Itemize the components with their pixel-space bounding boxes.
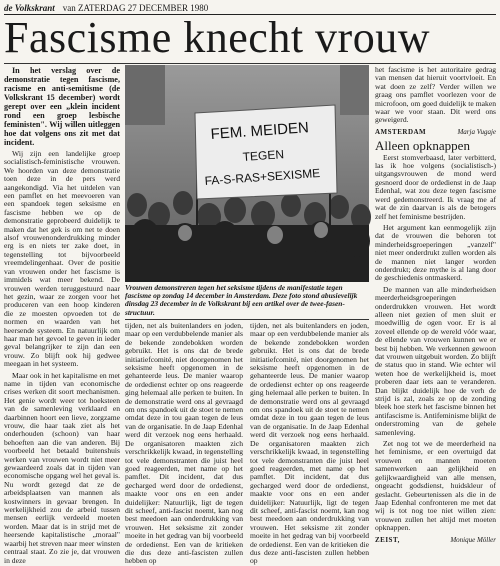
newspaper-name: de Volkskrant [4,3,55,13]
signature-place: ZEIST, [375,535,400,544]
signature-2 [375,536,496,544]
headline: Fascisme knecht vrouw [4,13,430,62]
caption-rule [125,319,369,320]
body-paragraph: tijden, net als buitenlanders en joden, maar op een verdubbelende manier als de bekende zondebokken worden gebruikt. Het is ons dat de brede initiatiefcomité, niet doorgenomen het seksisme heeft opgenomen in de gehanteerde leus. De manier waarop de ordedienst echter op ons reageerde ging helemaal alle perken te buiten. In de demonstratie werd ons al gevraagd om ons spandoek uit de stoet te nemen omdat deze in tou gaan tegen de leus van de organisatie. In de Jaap Edenhal werd dit verzoek nog eens herhaald. De organisatoren maakten zich verschrikkelijk kwaad, in tegenstelling tot vele demonstranten die juist heel goed reageerden, met name op het pamflet. Dit incident, dat dus gecharged werd door de ordedienst, maakte voor ons en een ander duidelijker: Natuurlijk, ligt de tegen dit scheef, anti-fascist noemt, kan nog best meedoen aan onderdrukking van vrouwen. Het seksisme zit zonder moeite in het gedrag van bij voorbeeld de ordedienst. Een van de kritieken die dus deze anti-fascisten zullen hebben op [250,321,369,566]
column-1 [4,66,120,565]
signature-1 [375,128,496,136]
signature-name: Monique Möller [450,535,496,544]
body-paragraph: Zet nog tot we de meerderheid na het feminisme, er een overtuigd dat vrouwen en mannen moeten samenwerken aan gelijkheid en gelijkwaardigheid van alle mensen, ongeacht godsdienst, huidskleur of geslacht. Gebeurtenissen als die in de Jaap Edenhal confronteren me met dat wij is tot nog toe niet willen zien: vrouwen zullen het altijd met moeten opknappen. [375,439,496,533]
banner-text-line-1: FEM. MEIDEN [210,119,310,143]
body-paragraph: Eerst stomverbaasd, later verbitterd, las ik hoe volgens (socialistisch-) uitgangsvrouwen de mond werd gesnoerd door de ordedienst in de Jaap Edenhal, wat zou deze tegen fascisme werd gedemonstreerd. Ik vraag me af wat de zin daarvan is als de betogers zelf het feminisme bestrijden. [375,152,496,221]
body-paragraph: het fascisme is het autoritaire gedrag van mensen dat hieruit voortvloeit. En wat doen ze zelf? Verder willen we graag ons pamflet voorlezen voor de microfoon, om goed duidelijk te maken waar we voor staan. Dit werd ons geweigerd. [375,65,496,125]
lead-paragraph [4,66,120,147]
banner-text-line-3: FA-S-RAS+SEXISME [204,165,321,188]
demonstration-photo [125,65,369,282]
subheading: Alleen opknappen [375,138,470,154]
banner-text-line-2: TEGEN [242,147,285,164]
signature-place: AMSTERDAM [375,127,427,136]
lead-text: In het verslag over de demonstratie tegen fascisme, racisme en anti-semitisme (de Volkskrant 15 december) wordt gerept over een „klein incident rond een groep lesbische feministen". Wij willen uitleggen hoe dat volgens ons zit met dat incident. [4,66,120,147]
photo-caption: Vrouwen demonstreren tegen het seksisme tijdens de manifestatie tegen fascisme op zondag 14 december in Amsterdam. Deze foto stond abusievelijk dinsdag 23 december in de Volkskrant bij een artikel over de twee-fasen-structuur. [125,283,358,317]
photo-illustration [125,65,369,282]
body-paragraph: Wij zijn een landelijke groep socialistisch-feministische vrouwen. We hoorden van deze demonstratie toen deze in de pers werd aangekondigd. Via het uitdelen van een pamflet en het meevoeren van een spandoek tegen seksisme en fascisme hebben we op de demonstratie geprobeerd duidelijk te maken dat het gek is om net te doen alsof vrouwenonderdrukking minder erg is en niets ter zake doet, in tegenstelling tot bijvoorbeeld vreemdelingenhaat. Over de positie van vrouwen onder het fascisme is immidels wat meer bekend. De vrouwen werden teruggestuurd naar het gezin, waar ze zorgen voor het produceren van een hoop kinderen die ze moesten opvoeden tot de normen en waarden van het heersende systeem. En natuurlijk om haar man het gevoel te geven in ieder geval belangrijker te zijn dan een vrouw. Zo blijft ook hij gedwee meegaan in het systeem. [4,149,120,369]
column-3-lower [250,321,369,566]
column-2 [125,321,243,566]
signature-name: Marja Vugaje [457,127,496,136]
column-right [375,65,496,544]
issue-date: van ZATERDAG 27 DECEMBER 1980 [62,3,209,13]
body-paragraph: Maar ook in het kapitalisme en met name in tijden van economische crises werken dit soort mechanismen. Het genie wordt weer tot hoeksteen van de samenleving verklaard en daarbinnen hoort een lieve, zorgzame vrouw, die haar taak ziet als het onderhouden (schoon) van haar behoeften aan die van anderen. Bij voorbeeld het betaald buitenshuis werken van vrouwen wordt niet meer gewaardeerd zoals dat in tijden van economische opgang wel het geval is. Nu wordt gezegd dat ze de arbeidsplaatsen van mannen als kostwinners in gevaar brengen. In werkelijkheid zou de arbeid tussen mensen eerlijk verdeeld moeten worden. Maar dat is in strijd met de heersende kapitalistische „moraal" waarbij het streven naar meer winsten centraal staat. Zo zie je, dat vrouwen in deze [4,370,120,565]
body-paragraph: tijden, net als buitenlanders en joden, maar op een verdubbelende manier als de bekende zondebokken worden gebruikt. Het is ons dat de brede initiatiefcomité, niet doorgenomen het seksisme heeft opgenomen in de gehanteerde leus. De manier waarop de ordedienst echter op ons reageerde ging helemaal alle perken te buiten. In de demonstratie werd ons al gevraagd om ons spandoek uit de stoet te nemen omdat deze in tou gaan tegen de leus van de organisatie. In de Jaap Edenhal werd dit verzoek nog eens herhaald. De organisatoren maakten zich verschrikkelijk kwaad, in tegenstelling tot vele demonstranten die juist heel goed reageerden, met name op het pamflet. Dit incident, dat dus gecharged werd door de ordedienst, maakte voor ons en een ander duidelijker: Natuurlijk, ligt de tegen dit scheef, anti-fascist noemt, kan nog best meedoen aan onderdrukking van vrouwen. Het seksisme zit zonder moeite in het gedrag van bij voorbeeld de ordedienst. Een van de kritieken die dus deze anti-fascisten zullen hebben op [125,321,243,566]
body-paragraph: De mannen van alle minderheidsen meerderheidsgroeperingen onderdrukken vrouwen. Het wordt alleen niet gezien of men sluit er moedwillig de ogen voor. Er is al zoveel ellende op de wereld vóór waar, de ellende van vrouwen kunnen we er best bij hebben. We verkennen gewoon dat vrouwen uitgebuit worden. Zo blijft de status quo in stand. Wie echter wil weten hoe de werkelijkheid is, moet proberen daar iets aan te veranderen. Dan blijkt duidelijk hoe de verh de strijd is zal, zoals ze op de zonding bleek hoe sterk het fascisme binnen het antifascisme is. Antifeminisme blijkt de onderstroming van de gehele samenleving. [375,284,496,437]
headline-rule [4,63,496,64]
body-paragraph: Het argument kan eenmogelijk zijn dat de vrouwen die behoren tot minderheidsgroeperingen „vanzelf" niet meer onderdrukt zullen worden als de mannen niet langer worden onderdrukt; deze mythe is al lang door de geschiedenis ontmaskerd. [375,222,496,283]
